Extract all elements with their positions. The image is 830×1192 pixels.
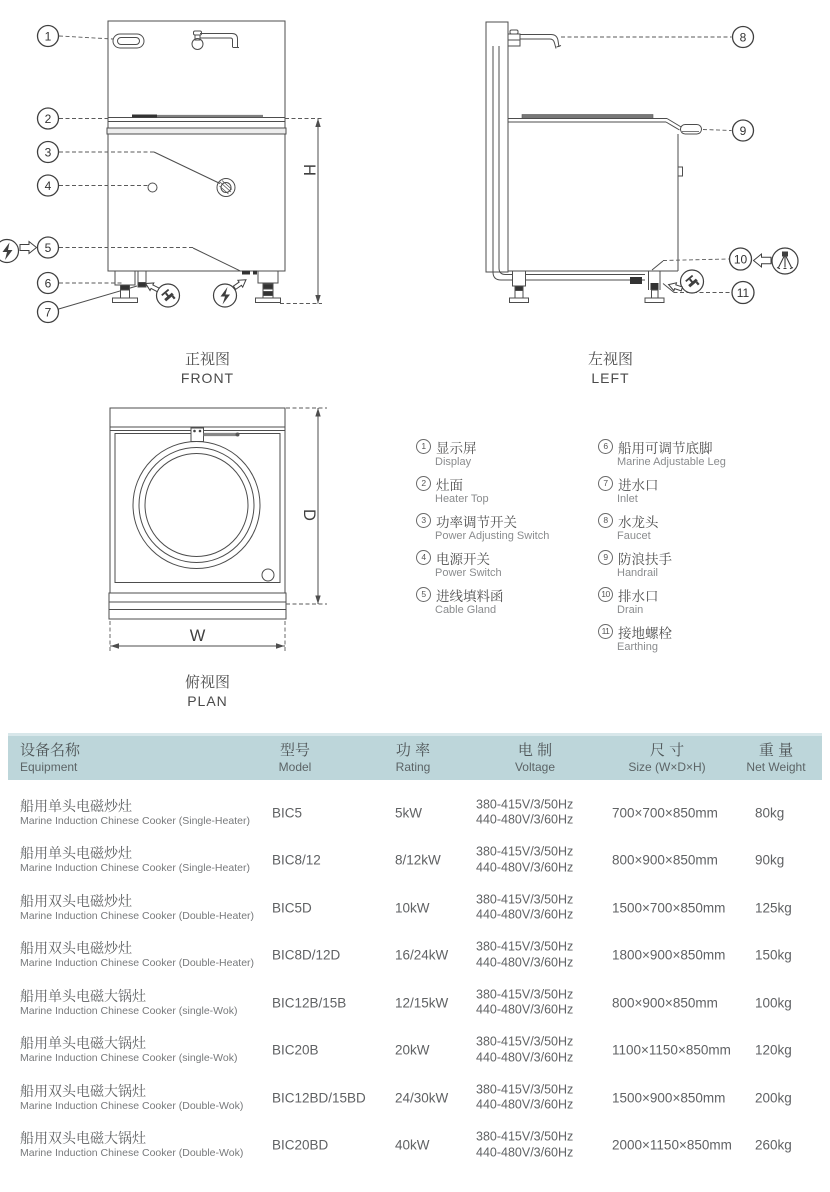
left-view-title-en: LEFT	[591, 370, 630, 386]
legend-label-en: Heater Top	[435, 493, 489, 505]
front-view-drawing	[0, 0, 420, 345]
voltage-cell: 380-415V/3/50Hz 440-480V/3/60Hz	[476, 1034, 574, 1065]
wok-drawing	[133, 442, 260, 569]
model-cell: BIC5D	[272, 900, 312, 916]
weight-cell: 200kg	[755, 1090, 792, 1106]
callout-8	[733, 27, 754, 48]
callout-11	[732, 282, 754, 304]
front-view-title-en: FRONT	[180, 370, 235, 386]
spec-table	[8, 733, 822, 1169]
callout-7	[38, 302, 59, 323]
size-cell: 800×900×850mm	[612, 995, 718, 1011]
electric-symbol-icon	[0, 240, 37, 263]
header-equipment: 设备名称 Equipment	[20, 742, 81, 774]
legend-num: 8	[598, 513, 613, 528]
legend-column-1	[416, 438, 549, 623]
legend-label-cn: 水龙头	[618, 514, 659, 530]
table-row	[8, 1074, 822, 1122]
legend-label-cn: 排水口	[618, 588, 659, 604]
legend-item-marine-adjustable-leg	[598, 438, 726, 469]
legend-label-en: Power Adjusting Switch	[435, 530, 550, 542]
legend-item-faucet	[598, 512, 726, 543]
callout-5	[38, 237, 59, 258]
equipment-cell: 船用单头电磁炒灶 Marine Induction Chinese Cooker (Single-Heater)	[20, 845, 250, 875]
dim-depth-label: D	[300, 509, 318, 521]
size-cell: 2000×1150×850mm	[612, 1137, 732, 1153]
legend-num: 7	[598, 476, 613, 491]
legend-label-en: Faucet	[617, 530, 651, 542]
legend-label-cn: 进水口	[618, 477, 659, 493]
legend-label-cn: 显示屏	[436, 440, 477, 456]
dim-width-label: W	[189, 627, 206, 645]
table-row	[8, 884, 822, 932]
callout-3	[38, 142, 59, 163]
depth-dimension	[300, 408, 321, 604]
water-symbol-icon	[144, 280, 180, 307]
model-cell: BIC12B/15B	[272, 995, 347, 1011]
model-cell: BIC12BD/15BD	[272, 1090, 366, 1106]
model-cell: BIC20BD	[272, 1137, 329, 1153]
size-cell: 1500×900×850mm	[612, 1090, 726, 1106]
svg-text:3: 3	[44, 145, 52, 160]
legend-label-en: Marine Adjustable Leg	[617, 456, 726, 468]
legend-label-cn: 电源开关	[436, 551, 490, 567]
rating-cell: 8/12kW	[395, 852, 441, 868]
legend-label-cn: 功率调节开关	[436, 514, 517, 530]
legend-num: 1	[416, 439, 431, 454]
faucet-drawing	[508, 30, 561, 49]
size-cell: 1100×1150×850mm	[612, 1042, 731, 1058]
size-cell: 1500×700×850mm	[612, 900, 726, 916]
front-view-title	[105, 350, 310, 387]
left-view-title	[508, 350, 713, 387]
legend-label-en: Earthing	[617, 641, 658, 653]
legend-label-en: Power Switch	[435, 567, 502, 579]
legend-label-cn: 接地螺栓	[618, 625, 672, 641]
legend-item-power-switch	[416, 549, 549, 580]
water-symbol-icon	[667, 270, 703, 293]
equipment-cell: 船用双头电磁大锅灶 Marine Induction Chinese Cooker (Double-Wok)	[20, 1082, 244, 1112]
size-cell: 1800×900×850mm	[612, 947, 726, 963]
power-switch-drawing	[148, 183, 157, 192]
voltage-cell: 380-415V/3/50Hz 440-480V/3/60Hz	[476, 844, 574, 875]
plan-view-title	[105, 673, 310, 710]
rating-cell: 24/30kW	[395, 1090, 449, 1106]
left-view-drawing	[415, 0, 830, 345]
svg-text:5: 5	[44, 241, 52, 255]
weight-cell: 150kg	[755, 947, 792, 963]
voltage-cell: 380-415V/3/50Hz 440-480V/3/60Hz	[476, 1129, 574, 1160]
rating-cell: 20kW	[395, 1042, 430, 1058]
legend-label-en: Handrail	[617, 567, 658, 579]
equipment-cell: 船用双头电磁炒灶 Marine Induction Chinese Cooker (Double-Heater)	[20, 892, 255, 922]
table-row	[8, 1122, 822, 1170]
table-row	[8, 1027, 822, 1075]
legend-label-en: Inlet	[617, 493, 638, 505]
inlet-pipe-drawing	[138, 271, 146, 287]
rating-cell: 40kW	[395, 1137, 430, 1153]
model-cell: BIC8D/12D	[272, 947, 341, 963]
table-row	[8, 789, 822, 837]
svg-text:11: 11	[736, 286, 750, 300]
equipment-cell: 船用双头电磁炒灶 Marine Induction Chinese Cooker (Double-Heater)	[20, 940, 255, 970]
spec-table-body	[8, 780, 822, 1169]
voltage-cell: 380-415V/3/50Hz 440-480V/3/60Hz	[476, 892, 574, 922]
faucet-drawing	[192, 31, 239, 50]
legend-item-heater-top	[416, 475, 549, 506]
rating-cell: 5kW	[395, 805, 422, 821]
left-leg-drawing	[510, 271, 529, 303]
header-model: 型号 Model	[278, 742, 312, 774]
size-cell: 700×700×850mm	[612, 805, 718, 821]
weight-cell: 80kg	[755, 805, 785, 821]
legend-num: 4	[416, 550, 431, 565]
weight-cell: 260kg	[755, 1137, 792, 1153]
equipment-cell: 船用单头电磁大锅灶 Marine Induction Chinese Cooker (single-Wok)	[20, 1035, 238, 1065]
voltage-cell: 380-415V/3/50Hz 440-480V/3/60Hz	[476, 1082, 574, 1112]
voltage-cell: 380-415V/3/50Hz 440-480V/3/60Hz	[476, 939, 574, 970]
drain-pipe-drawing	[630, 271, 664, 303]
legend-item-power-adjusting-switch	[416, 512, 549, 543]
svg-text:9: 9	[739, 124, 747, 138]
height-dimension	[300, 119, 321, 304]
equipment-cell: 船用双头电磁大锅灶 Marine Induction Chinese Cooker (Double-Wok)	[20, 1130, 244, 1160]
legend-num: 5	[416, 587, 431, 602]
callout-9	[733, 120, 754, 141]
table-row	[8, 932, 822, 980]
svg-text:10: 10	[733, 252, 748, 267]
width-dimension	[110, 627, 285, 649]
rating-cell: 10kW	[395, 900, 430, 916]
svg-text:4: 4	[44, 179, 52, 193]
header-voltage: 电 制 Voltage	[514, 742, 556, 774]
legend-num: 10	[598, 587, 613, 602]
legend-column-2	[598, 438, 726, 660]
svg-text:7: 7	[44, 305, 52, 320]
rating-cell: 16/24kW	[395, 947, 449, 963]
callout-4	[38, 175, 59, 196]
weight-cell: 100kg	[755, 995, 792, 1011]
legend-label-en: Display	[435, 456, 472, 468]
weight-cell: 120kg	[755, 1042, 792, 1058]
earthing-bolt-drawing	[678, 167, 683, 176]
plan-view-title-cn: 俯视图	[184, 674, 230, 691]
cable-gland-drawing	[253, 271, 257, 275]
legend-item-drain	[598, 586, 726, 617]
legend-num: 6	[598, 439, 613, 454]
header-weight: 重 量 Net Weight	[746, 742, 806, 774]
callout-10	[730, 248, 752, 270]
weight-cell: 90kg	[755, 852, 785, 868]
spec-table-header	[8, 733, 822, 780]
header-rating: 功 率 Rating	[395, 742, 431, 774]
weight-cell: 125kg	[755, 900, 792, 916]
legend-label-en: Cable Gland	[435, 604, 497, 616]
legend-label-cn: 进线填料函	[436, 588, 504, 604]
equipment-cell: 船用单头电磁大锅灶 Marine Induction Chinese Cooker (single-Wok)	[20, 987, 238, 1017]
cable-gland-drawing	[242, 271, 250, 275]
model-cell: BIC8/12	[272, 852, 321, 868]
legend-label-cn: 防浪扶手	[618, 551, 672, 567]
svg-text:6: 6	[44, 276, 52, 291]
legend-num: 3	[416, 513, 431, 528]
legend-item-inlet	[598, 475, 726, 506]
handrail-drawing	[681, 125, 702, 135]
table-row	[8, 979, 822, 1027]
legend-num: 9	[598, 550, 613, 565]
legend-num: 11	[598, 624, 613, 639]
size-cell: 800×900×850mm	[612, 852, 718, 868]
legend-num: 2	[416, 476, 431, 491]
power-knob-drawing	[217, 179, 235, 197]
svg-text:8: 8	[739, 30, 747, 45]
equipment-cell: 船用单头电磁炒灶 Marine Induction Chinese Cooker (Single-Heater)	[20, 797, 250, 827]
legend-item-earthing	[598, 623, 726, 654]
legend-label-en: Drain	[617, 604, 644, 616]
drain-symbol-icon	[754, 248, 799, 274]
voltage-cell: 380-415V/3/50Hz 440-480V/3/60Hz	[476, 987, 574, 1017]
legend-item-cable-gland	[416, 586, 549, 617]
svg-text:1: 1	[44, 29, 52, 44]
callout-1	[38, 26, 59, 47]
svg-text:2: 2	[44, 112, 52, 126]
rating-cell: 12/15kW	[395, 995, 449, 1011]
voltage-cell: 380-415V/3/50Hz 440-480V/3/60Hz	[476, 797, 574, 827]
legend-item-display	[416, 438, 549, 469]
right-leg-drawing	[256, 271, 281, 303]
plan-view-title-en: PLAN	[187, 693, 228, 709]
legend-item-handrail	[598, 549, 726, 580]
header-size: 尺 寸 Size (W×D×H)	[628, 742, 706, 774]
legend-label-cn: 船用可调节底脚	[618, 440, 713, 456]
callout-6	[38, 273, 59, 294]
legend-label-cn: 灶面	[436, 477, 463, 493]
drain-hole-drawing	[262, 569, 274, 581]
display-drawing	[113, 34, 144, 48]
callout-2	[38, 108, 59, 129]
front-view-title-cn: 正视图	[184, 351, 230, 368]
table-row	[8, 837, 822, 885]
dim-height-label: H	[300, 164, 318, 176]
electric-symbol-icon	[214, 276, 249, 307]
model-cell: BIC20B	[272, 1042, 319, 1058]
left-view-title-cn: 左视图	[587, 351, 633, 368]
model-cell: BIC5	[272, 805, 303, 821]
